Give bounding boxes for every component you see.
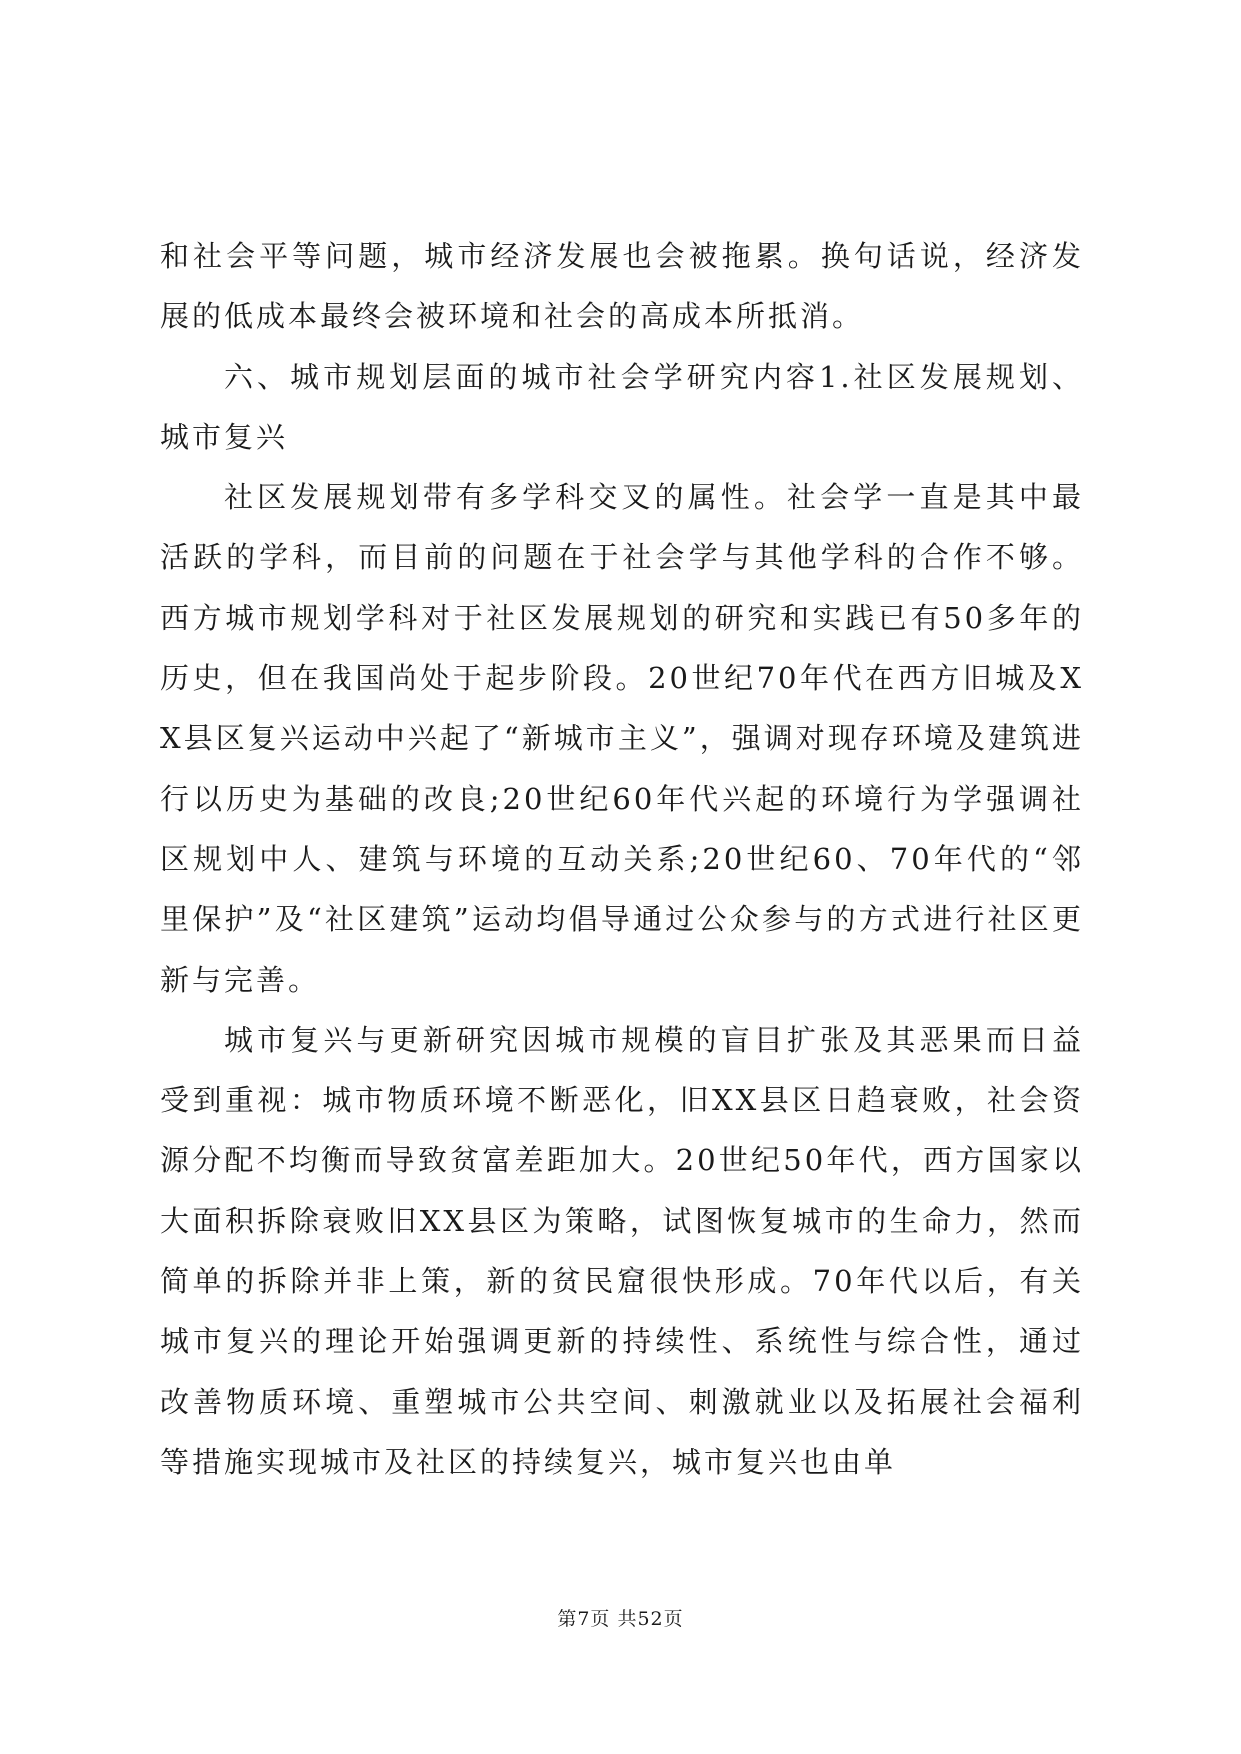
page-number-footer: 第7页 共52页 [557, 1608, 684, 1630]
paragraph-urban-renewal: 城市复兴与更新研究因城市规模的盲目扩张及其恶果而日益受到重视：城市物质环境不断恶化，旧XX县区日趋衰败，社会资源分配不均衡而导致贫富差距加大。20世纪50年代，西方国家以大面积拆除衰败旧XX县区为策略，试图恢复城市的生命力，然而简单的拆除并非上策，新的贫民窟很快形成。70年代以后，有关城市复兴的理论开始强调更新的持续性、系统性与综合性，通过改善物质环境、重塑城市公共空间、刺激就业以及拓展社会福利等措施实现城市及社区的持续复兴，城市复兴也由单 [160, 1022, 1084, 1479]
paragraph-1: 和社会平等问题，城市经济发展也会被拖累。换句话说，经济发展的低成本最终会被环境和社会的高成本所抵消。 [160, 239, 1084, 334]
document-body [160, 226, 1084, 1492]
section-heading-paragraph: 六、城市规划层面的城市社会学研究内容1.社区发展规划、城市复兴 [160, 359, 1084, 454]
paragraph-community-planning: 社区发展规划带有多学科交叉的属性。社会学一直是其中最活跃的学科，而目前的问题在于社会学与其他学科的合作不够。西方城市规划学科对于社区发展规划的研究和实践已有50多年的历史，但在我国尚处于起步阶段。20世纪70年代在西方旧城及XX县区复兴运动中兴起了“新城市主义”，强调对现存环境及建筑进行以历史为基础的改良;20世纪60年代兴起的环境行为学强调社区规划中人、建筑与环境的互动关系;20世纪60、70年代的“邻里保护”及“社区建筑”运动均倡导通过公众参与的方式进行社区更新与完善。 [160, 480, 1084, 997]
